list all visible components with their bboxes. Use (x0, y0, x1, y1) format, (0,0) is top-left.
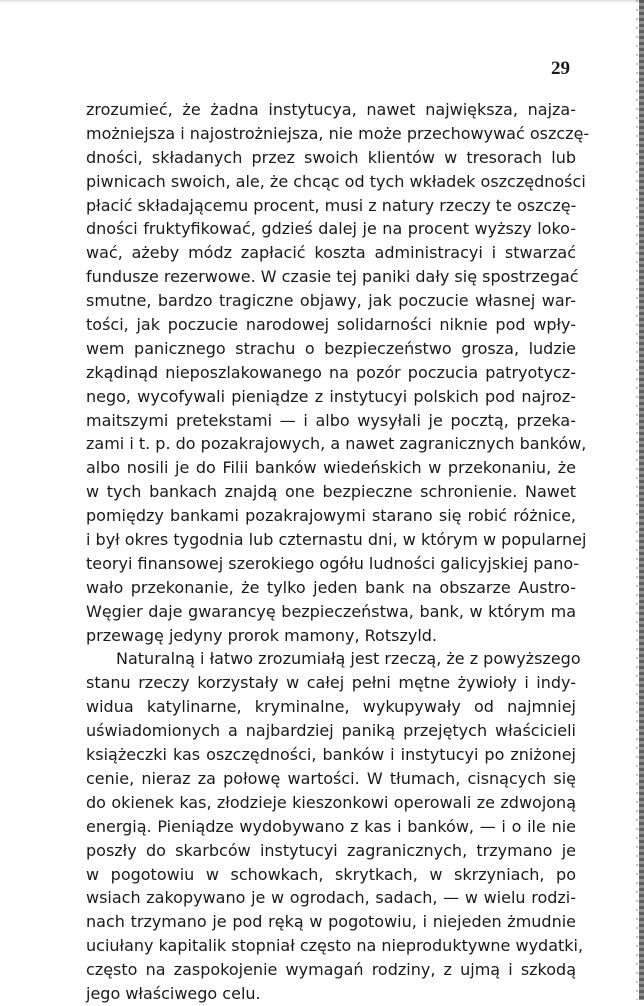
paragraph (86, 647, 584, 1005)
text-line: piwnicach swoich, ale, że chcąc od tych wkładek oszczędności (86, 171, 586, 191)
text-line: maitszymi pretekstami — i albo wysyłali je pocztą, przeka- (86, 410, 576, 430)
text-line: wało przekonanie, że tylko jeden bank na obszarze Austro- (86, 577, 576, 597)
text-line: uświadomionych a najbardziej paniką przejętych właścicieli (86, 721, 576, 741)
text-line: pomiędzy bankami pozakrajowymi starano się robić różnice, (86, 506, 576, 526)
text-line: tości, jak poczucie narodowej solidarności niknie pod wpły- (86, 315, 576, 335)
text-line: poszły do skarbców instytucyi zagranicznych, trzymano je (86, 840, 576, 860)
text-line: możniejsza i najostrożniejsza, nie może przechowywać oszczę- (86, 123, 590, 143)
text-line: uciułany kapitalik stopniał często na nieproduktywne wydatki, (86, 936, 584, 956)
text-line: w pogotowiu w schowkach, skrytkach, w skrzyniach, po (86, 864, 576, 884)
text-line: widua katylinarne, kryminalne, wykupywały od najmniej (86, 697, 576, 717)
page-top-edge (0, 0, 644, 3)
text-line: smutne, bardzo tragiczne objawy, jak poczucie własnej war- (86, 291, 576, 311)
text-line: wem panicznego strachu o bezpieczeństwo grosza, ludzie (86, 338, 576, 358)
page-binding-edge (639, 0, 644, 1000)
text-line: zami i t. p. do pozakrajowych, a nawet zagranicznych banków, (86, 434, 587, 454)
text-line: zrozumieć, że żadna instytucya, nawet największa, najza- (86, 100, 576, 119)
text-line: fundusze rezerwowe. W czasie tej paniki dały się spostrzegać (86, 267, 579, 287)
text-line: dności fruktyfikować, gdzieś dalej je na procent wyższy loko- (86, 219, 576, 239)
text-line: zkądinąd nieposzlakowanego na pozór poczucia patryotycz- (86, 362, 576, 382)
text-line: często na zaspokojenie wymagań rodziny, z ujmą i szkodą (86, 960, 576, 980)
text-line: nego, wycofywali pieniądze z instytucyi polskich pod najroz- (86, 386, 576, 406)
text-line: albo nosili je do Filii banków wiedeńskich w przekonaniu, że (86, 458, 576, 478)
text-line: w tych bankach znajdą one bezpieczne schronienie. Nawet (86, 482, 576, 502)
text-line: stanu rzeczy korzystały w całej pełni mętne żywioły i indy- (86, 673, 576, 693)
text-line: książeczki kas oszczędności, banków i instytucyi po zniżonej (86, 745, 576, 765)
text-line: wsiach zakopywano je w ogrodach, sadach, — w wielu rodzi- (86, 888, 576, 908)
text-line: Węgier daje gwarancyę bezpieczeństwa, bank, w którym ma (86, 601, 576, 621)
text-line: i był okres tygodnia lub czternastu dni, w którym w popularnej (86, 530, 587, 550)
page-number: 29 (551, 58, 570, 79)
text-line: do okienek kas, złodzieje kieszonkowi operowali ze zdwojoną (86, 792, 576, 812)
text-line: teoryi finansowej szerokiego ogółu ludności galicyjskiej pano- (86, 553, 580, 573)
text-line: nach trzymano je pod ręką w pogotowiu, i niejeden żmudnie (86, 912, 576, 932)
text-line: Naturalną i łatwo zrozumiałą jest rzeczą, że z powyższego (116, 649, 581, 669)
text-line: wać, ażeby módz zapłacić koszta administracyi i stwarzać (86, 243, 576, 263)
text-line: cenie, nieraz za połowę wartości. W tłumach, cisnących się (86, 768, 576, 788)
body-text (86, 98, 590, 1006)
text-line: jego właściwego celu. (86, 983, 261, 1003)
text-line: energią. Pieniądze wydobywano z kas i banków, — i o ile nie (86, 816, 576, 836)
text-line: dności, składanych przez swoich klientów w tresorach lub (86, 147, 576, 167)
text-line: płacić składającemu procent, musi z natury rzeczy te oszczę- (86, 195, 577, 215)
text-line: przewagę jedyny prorok mamony, Rotszyld. (86, 625, 437, 645)
paragraph (86, 98, 590, 647)
page-binding-shadow (636, 0, 638, 1000)
